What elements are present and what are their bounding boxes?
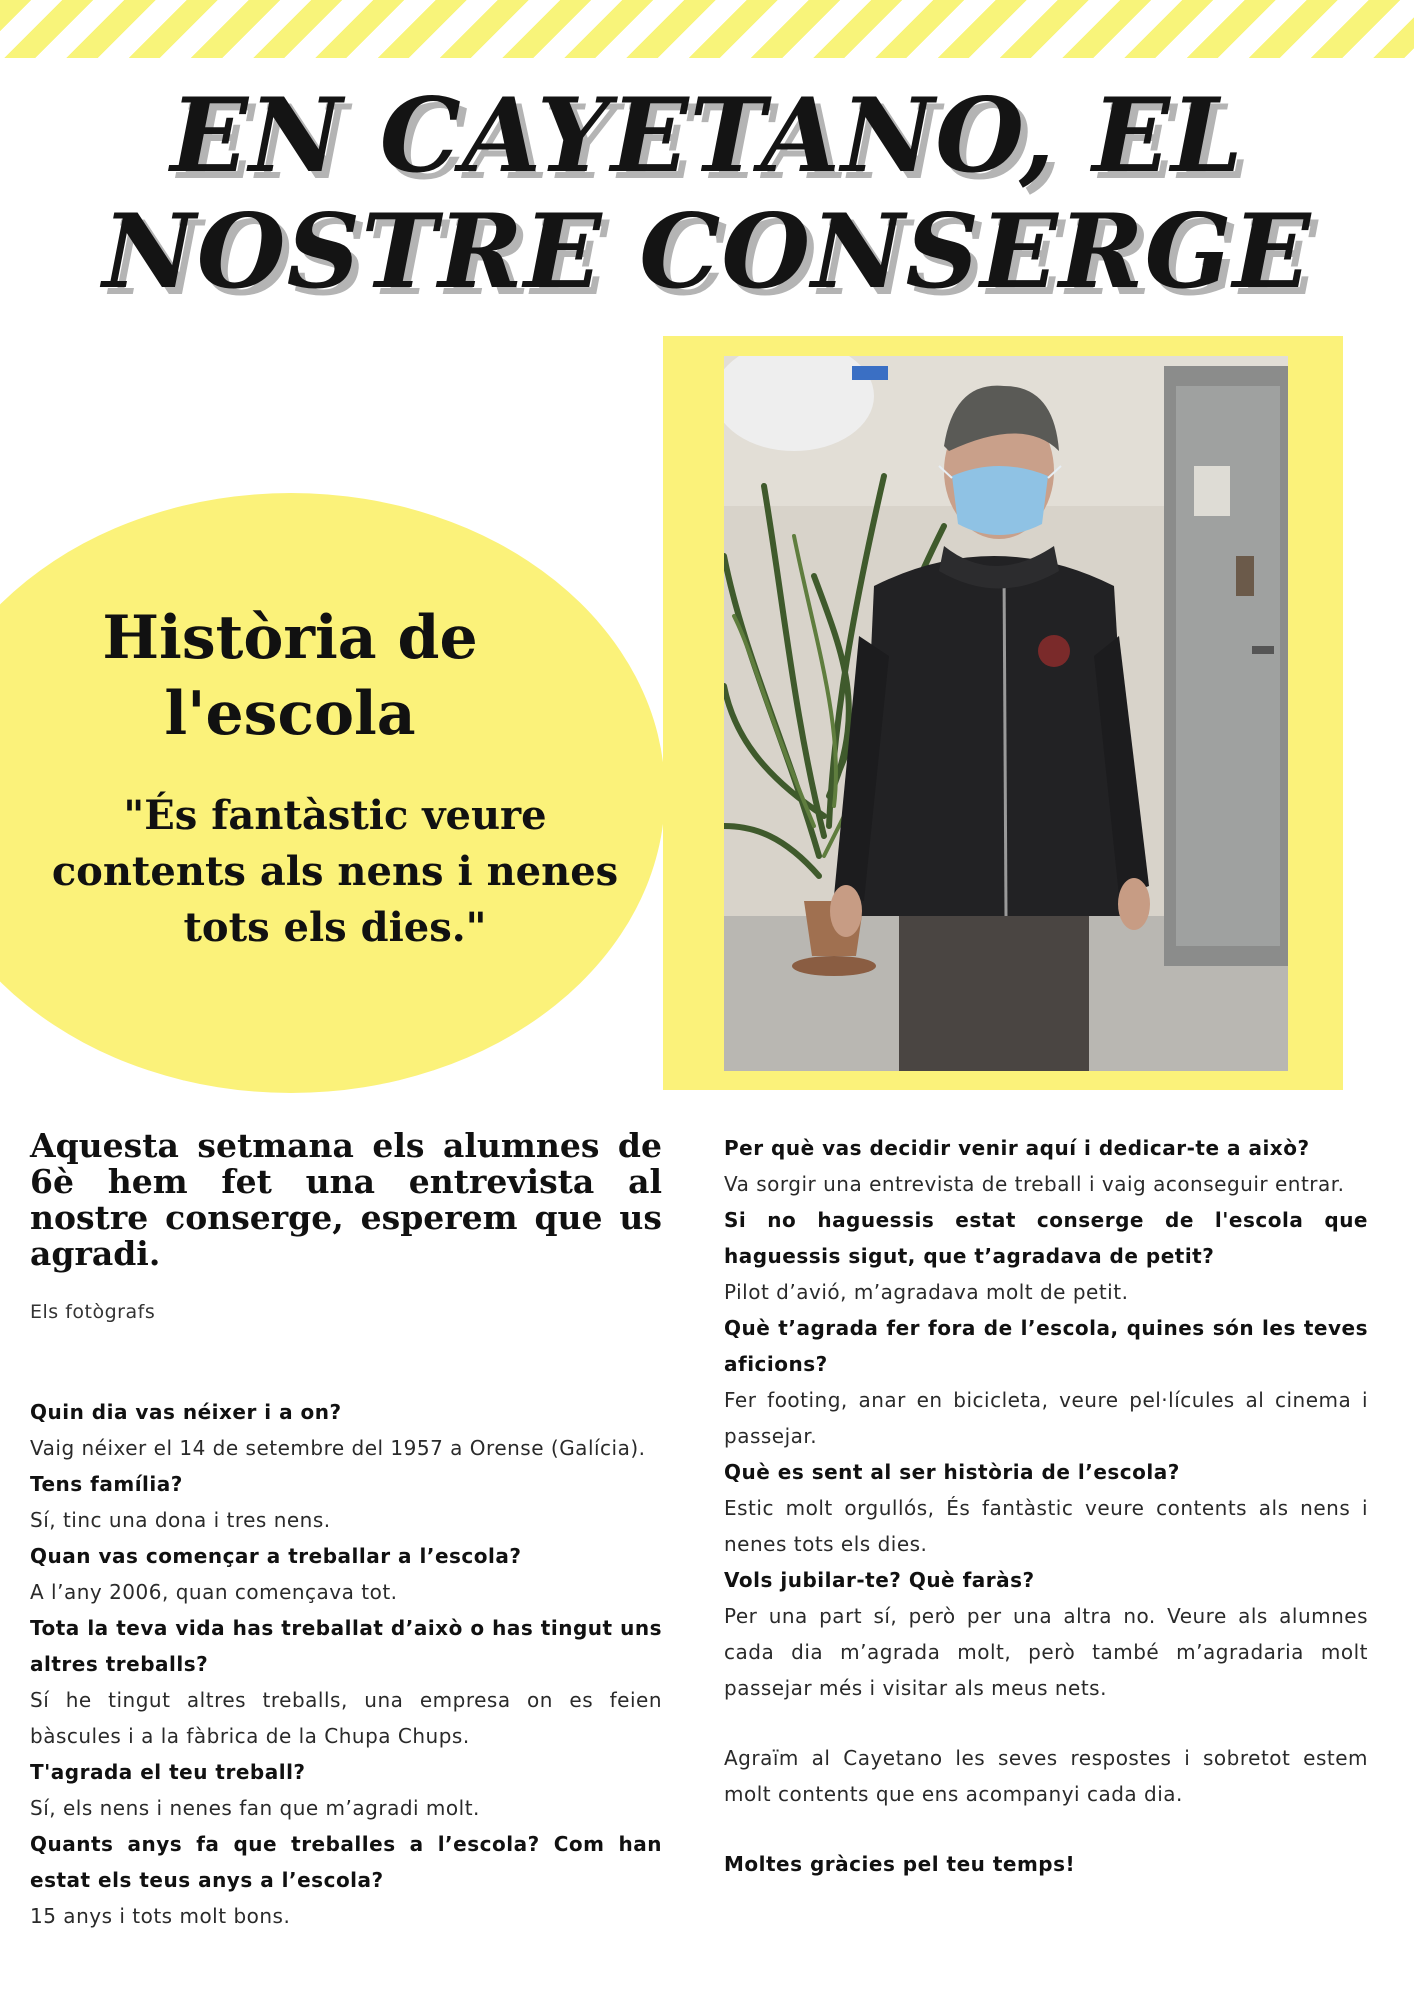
- question: Quants anys fa que treballes a l’escola? Com han estat els teus anys a l’escola?: [30, 1832, 662, 1892]
- left-column: [30, 1128, 662, 1934]
- answer: Pilot d’avió, m’agradava molt de petit.: [724, 1280, 1129, 1304]
- portrait-photo: [724, 356, 1288, 1071]
- question: T'agrada el teu treball?: [30, 1760, 306, 1784]
- interview-right: [724, 1130, 1368, 1882]
- question: Quin dia vas néixer i a on?: [30, 1400, 342, 1424]
- answer: Vaig néixer el 14 de setembre del 1957 a Orense (Galícia).: [30, 1436, 646, 1460]
- intro-text: Aquesta setmana els alumnes de 6è hem fet una entrevista al nostre conserge, esperem que us agradi.: [30, 1126, 662, 1273]
- answer: A l’any 2006, quan començava tot.: [30, 1580, 398, 1604]
- answer: Sí, tinc una dona i tres nens.: [30, 1508, 331, 1532]
- answer: Sí, els nens i nenes fan que m’agradi molt.: [30, 1796, 480, 1820]
- striped-header-band: [0, 0, 1414, 58]
- right-column: [724, 1130, 1368, 1882]
- question: Quan vas començar a treballar a l’escola?: [30, 1544, 522, 1568]
- section-heading: Història de l'escola: [102, 603, 478, 749]
- answer: Fer footing, anar en bicicleta, veure pel·lícules al cinema i passejar.: [724, 1388, 1368, 1448]
- question: Vols jubilar-te? Què faràs?: [724, 1568, 1035, 1592]
- thanks-text: Moltes gràcies pel teu temps!: [724, 1852, 1076, 1876]
- answer: Va sorgir una entrevista de treball i vaig aconseguir entrar.: [724, 1172, 1345, 1196]
- answer: Estic molt orgullós, És fantàstic veure contents als nens i nenes tots els dies.: [724, 1496, 1368, 1556]
- answer: Per una part sí, però per una altra no. Veure als alumnes cada dia m’agrada molt, però també m’agradaria molt passejar més i visitar als meus nets.: [724, 1604, 1368, 1700]
- closing-text: Agraïm al Cayetano les seves respostes i sobretot estem molt contents que ens acompanyi cada dia.: [724, 1746, 1368, 1806]
- pull-quote: "És fantàstic veure contents als nens i nenes tots els dies.": [51, 792, 619, 951]
- byline: Els fotògrafs: [30, 1301, 156, 1323]
- question: Si no haguessis estat conserge de l'escola que haguessis sigut, que t’agradava de petit?: [724, 1208, 1368, 1268]
- answer: Sí he tingut altres treballs, una empresa on es feien bàscules i a la fàbrica de la Chupa Chups.: [30, 1688, 662, 1748]
- question: Tens família?: [30, 1472, 183, 1496]
- question: Què es sent al ser història de l’escola?: [724, 1460, 1180, 1484]
- interview-left: [30, 1394, 662, 1934]
- question: Tota la teva vida has treballat d’això o has tingut uns altres treballs?: [30, 1616, 662, 1676]
- photo-frame: [663, 336, 1343, 1090]
- question: Què t’agrada fer fora de l’escola, quines són les teves aficions?: [724, 1316, 1368, 1376]
- answer: 15 anys i tots molt bons.: [30, 1904, 291, 1928]
- page-title: EN CAYETANO, EL NOSTRE CONSERGE: [102, 76, 1312, 312]
- question: Per què vas decidir venir aquí i dedicar-te a això?: [724, 1136, 1310, 1160]
